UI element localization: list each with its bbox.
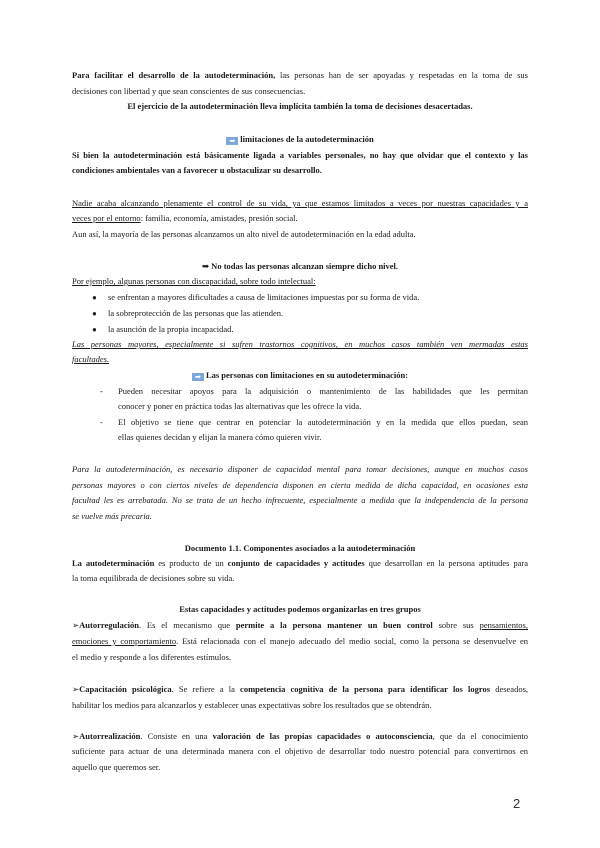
- autorrealizacion-line-1: [72, 731, 528, 742]
- section-personas-heading: [72, 370, 528, 381]
- a3-text-2: , que da el conocimiento: [432, 731, 528, 741]
- p2-underlined: veces por el entorno: [72, 213, 141, 223]
- section-limitaciones-title: limitaciones de la autodeterminación: [240, 134, 374, 144]
- s3-dash-1-line-1: Pueden necesitar apoyos para la adquisición o mantenimiento de las habilidades que les permitan: [118, 386, 528, 396]
- autorregulacion-line-3: el medio y responde a los diferentes estímulos.: [72, 652, 232, 662]
- p2-line-2-text: : familia, economía, amistades, presión social.: [140, 213, 298, 223]
- autorregulacion-line-1: [72, 620, 528, 631]
- a1-text-2: sobre sus: [432, 620, 480, 630]
- dash-marker: -: [100, 417, 103, 427]
- s2-italic-line-2: facultades.: [72, 354, 110, 364]
- arrowhead-bullet-icon: ➢: [72, 620, 80, 630]
- p1-line-1-text: las personas han de ser apoyadas y respetadas en la toma de sus: [275, 70, 528, 80]
- s2-bullet-1: se enfrentan a mayores dificultades a causa de limitaciones impuestas por su forma de vida.: [108, 292, 420, 302]
- p1-line-1: [72, 70, 528, 81]
- p1-bold-lead: Para facilitar el desarrollo de la autodeterminación,: [72, 70, 276, 80]
- capacitacion-line-1: [72, 684, 528, 695]
- a1-bold-1: permite a la persona mantener un buen control: [235, 620, 433, 630]
- p3-line-2: personas mayores o con ciertos niveles de dependencia disponen en cierta medida de dicha capacidad, en ocasiones esta: [72, 480, 528, 490]
- section-limitaciones-heading: [72, 134, 528, 145]
- a1-underlined-2: emociones y comportamiento: [72, 636, 177, 646]
- p3-line-4: se vuelve más precaria.: [72, 511, 152, 521]
- p2-line-1: Nadie acaba alcanzando plenamente el control de su vida, ya que estamos limitados a veces por nuestras capacidades y a: [72, 198, 528, 208]
- s1-bold-text-1: Si bien la autodeterminación está básicamente ligada a variables personales, no hay que olvidar que el contexto y las: [72, 150, 528, 160]
- s3-dash-2-line-1: El objetivo se tiene que centrar en potenciar la autodeterminación y en la medida que ellos puedan, sean: [118, 417, 528, 427]
- a2-text-1: . Se refiere a la: [171, 684, 241, 694]
- bullet-icon: ●: [92, 309, 97, 318]
- a2-bold-1: competencia cognitiva de la persona para identificar los logros: [240, 684, 491, 694]
- p1-line-3: [72, 101, 528, 112]
- s2-bullet-3: la asunción de la propia incapacidad.: [108, 324, 234, 334]
- s3-dash-1-line-2: conocer y poner en práctica todas las alternativas que les ofrece la vida.: [118, 401, 362, 411]
- autorrealizacion-line-3: aquello que queremos ser.: [72, 762, 161, 772]
- p2-line-3: Aun así, la mayoría de las personas alcanzamos un alto nivel de autodeterminación en la edad adulta.: [72, 229, 416, 239]
- autorregulacion-term: Autorregulación: [79, 620, 139, 630]
- arrowhead-bullet-icon: ➢: [72, 731, 80, 741]
- capacitacion-term: Capacitación psicológica: [79, 684, 172, 694]
- a1-text-3: . Está relacionada con el manejo adecuado del medio social, como la persona se desenvuelve en: [176, 636, 529, 646]
- capacitacion-line-2: habilitar los medios para alcanzarlos y establecer unas expectativas sobre los resultados que se obtendrán.: [72, 700, 432, 710]
- p3-line-1: Para la autodeterminación, es necesario disponer de capacidad mental para tomar decisiones, aunque en muchos casos: [72, 464, 528, 474]
- a2-text-2: deseados,: [490, 684, 528, 694]
- doc-bold-2: conjunto de capacidades y actitudes: [227, 558, 365, 568]
- s2-bullet-2: la sobreprotección de las personas que las atienden.: [108, 308, 284, 318]
- section-no-todas-title: ➡ No todas las personas alcanzan siempre dicho nivel.: [201, 261, 399, 271]
- doc-bold-1: La autodeterminación: [72, 558, 155, 568]
- a3-bold-1: valoración de las propias capacidades o autoconsciencia: [212, 731, 433, 741]
- s1-bold-line-2: [72, 165, 528, 176]
- doc-text-1: es producto de un: [154, 558, 228, 568]
- s1-bold-text-2: condiciones ambientales van a favorecer u obstaculizar su desarrollo.: [72, 165, 322, 175]
- p2-line-2: [72, 213, 528, 224]
- doc-line-1: [72, 558, 528, 569]
- autorrealizacion-term: Autorrealización: [79, 731, 141, 741]
- a1-underlined-1: pensamientos,: [479, 620, 528, 630]
- document-title-text: Documento 1.1. Componentes asociados a la autodeterminación: [184, 543, 416, 553]
- doc-text-2: que desarrollan en la persona aptitudes para: [364, 558, 528, 568]
- arrow-right-icon: ➡: [226, 137, 238, 145]
- s2-intro: Por ejemplo, algunas personas con discapacidad, sobre todo intelectual:: [72, 276, 316, 286]
- page-number: 2: [513, 796, 521, 811]
- autorregulacion-line-2: [72, 636, 528, 647]
- p1-line-2: decisiones con libertad y que sean conscientes de sus consecuencias.: [72, 86, 306, 96]
- document-title: [72, 543, 528, 554]
- autorrealizacion-line-2: suficiente para actuar de una determinada manera con el objetivo de desarrollar todo nuestro potencial para convertirnos en: [72, 746, 528, 756]
- section-no-todas-heading: [72, 261, 528, 272]
- p3-line-3: facultad les es arrebatada. No se trata de un hecho infrecuente, especialmente a medida que la independencia de la persona: [72, 495, 528, 505]
- dash-marker: -: [100, 386, 103, 396]
- section-personas-title: Las personas con limitaciones en su autodeterminación:: [205, 370, 409, 380]
- a3-text-1: . Consiste en una: [140, 731, 213, 741]
- bullet-icon: ●: [92, 325, 97, 334]
- s1-bold-line-1: [72, 150, 528, 161]
- arrowhead-bullet-icon: ➢: [72, 684, 80, 694]
- bullet-icon: ●: [92, 293, 97, 302]
- doc-line-2: la toma equilibrada de decisiones sobre su vida.: [72, 573, 235, 583]
- s3-dash-2-line-2: ellas quienes decidan y elijan la manera cómo quieren vivir.: [118, 432, 322, 442]
- s2-italic-line-1: Las personas mayores, especialmente si sufren trastornos cognitivos, en muchos casos también ven mermadas estas: [72, 339, 528, 349]
- capacidades-heading: [72, 604, 528, 615]
- a1-text-1: . Es el mecanismo que: [138, 620, 236, 630]
- p1-bold-statement: El ejercicio de la autodeterminación lleva implícita también la toma de decisiones desacertadas.: [127, 101, 473, 111]
- capacidades-heading-text: Estas capacidades y actitudes podemos organizarlas en tres grupos: [179, 604, 421, 614]
- arrow-right-icon: ➡: [192, 373, 204, 381]
